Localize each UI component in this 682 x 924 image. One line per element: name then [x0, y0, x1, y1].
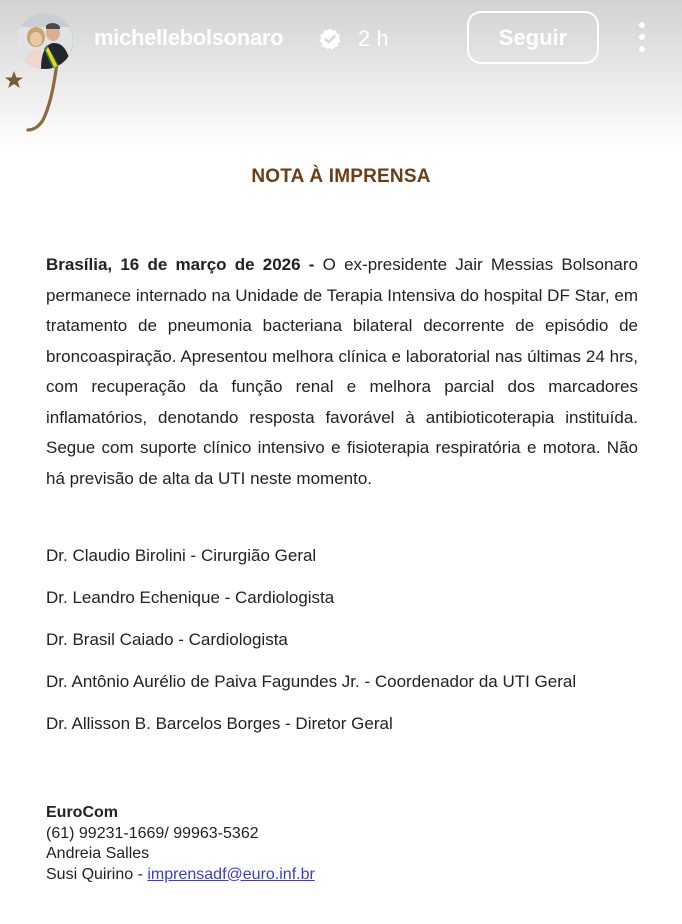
more-vertical-icon	[639, 22, 645, 28]
profile-avatar[interactable]	[17, 13, 73, 69]
more-vertical-icon	[639, 34, 645, 40]
contact-person: Susi Quirino -	[46, 865, 148, 883]
more-vertical-icon	[639, 46, 645, 52]
press-contact	[46, 803, 315, 885]
doctor-item: Dr. Brasil Caiado - Cardiologista	[46, 630, 288, 649]
doctors-list	[46, 545, 576, 755]
doctor-item: Dr. Allisson B. Barcelos Borges - Diretor Geral	[46, 714, 393, 733]
contact-person-email-line	[46, 865, 315, 886]
body-text: O ex-presidente Jair Messias Bolsonaro permanece internado na Unidade de Terapia Intensiva do hospital DF Star, em tratamento de pneumonia bacteriana bilateral decorrente de episódio de broncoaspiração. Apresentou melhora clínica e laboratorial nas últimas 24 hrs, com recuperação da função renal e melhora parcial dos marcadores inflamatórios, denotando resposta favorável à antibioticoterapia instituída. Segue com suporte clínico intensivo e fisioterapia respiratória e motora. Não há previsão de alta da UTI neste momento.	[46, 255, 638, 488]
contact-phones: (61) 99231-1669/ 99963-5362	[46, 824, 259, 842]
username[interactable]: michellebolsonaro	[94, 25, 284, 50]
dateline: Brasília, 16 de março de 2026 -	[46, 255, 315, 274]
more-options-button[interactable]	[632, 22, 652, 56]
star-icon	[5, 71, 23, 88]
follow-button[interactable]: Seguir	[467, 11, 599, 64]
contact-person: Andreia Salles	[46, 845, 150, 862]
contact-org: EuroCom	[46, 804, 118, 821]
contact-email-link[interactable]: imprensadf@euro.inf.br	[147, 865, 315, 883]
press-release-body	[46, 250, 638, 494]
verified-badge-icon	[318, 27, 342, 51]
doctor-item: Dr. Antônio Aurélio de Paiva Fagundes Jr. - Coordenador da UTI Geral	[46, 672, 577, 691]
doctor-item: Dr. Claudio Birolini - Cirurgião Geral	[46, 546, 317, 565]
doctor-item: Dr. Leandro Echenique - Cardiologista	[46, 588, 335, 607]
document-title: NOTA À IMPRENSA	[251, 166, 431, 187]
post-time: 2 h	[358, 26, 389, 51]
